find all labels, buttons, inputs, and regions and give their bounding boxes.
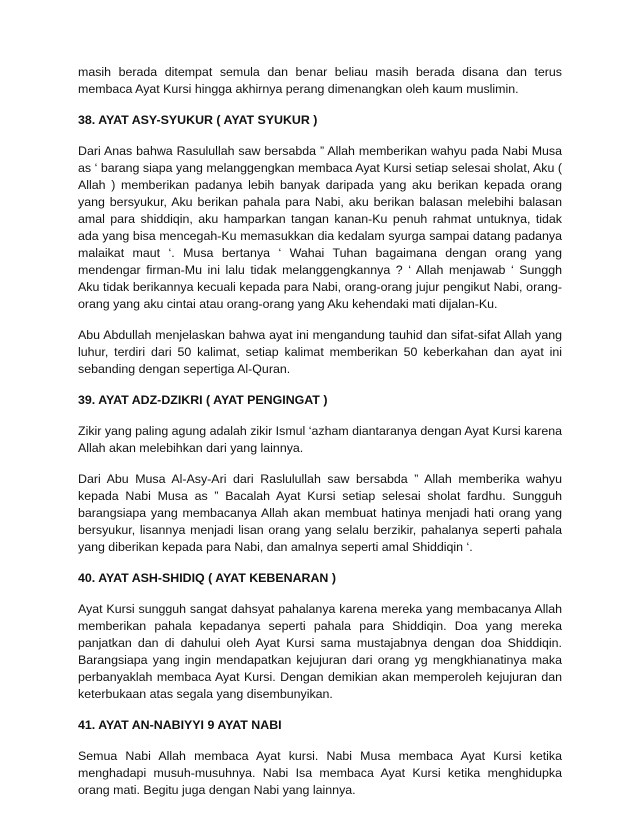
section-heading-39: 39. AYAT ADZ-DZIKRI ( AYAT PENGINGAT )	[78, 393, 328, 407]
paragraph-intro: masih berada ditempat semula dan benar beliau masih berada disana dan terus membaca Ayat Kursi hingga akhirnya perang dimenangkan oleh kaum muslimin.	[78, 65, 562, 96]
paragraph-39-hadith: Dari Abu Musa Al-Asy-Ari dari Raslulullah saw bersabda ” Allah memberika wahyu kepada Nabi Musa as ” Bacalah Ayat Kursi setiap selesai sholat fardhu. Sungguh barangsiapa yang membacanya Allah akan membuat hatinya menjadi hati orang yang bersyukur, lisannya menjadi lisan orang yang selalu berzikir, pahalanya seperti pahala yang diberikan kepada para Nabi, dan amalnya seperti amal Shiddiqin ‘.	[78, 472, 562, 554]
paragraph-40: Ayat Kursi sungguh sangat dahsyat pahalanya karena mereka yang membacanya Allah memberikan pahala kepadanya seperti pahala para Shiddiqin. Doa yang mereka panjatkan dan di dahului oleh Ayat Kursi sama mustajabnya dengan doa Shiddiqin. Barangsiapa yang ingin mendapatkan kejujuran dari orang yg mengkhianatinya maka perbanyaklah membaca Ayat Kursi. Dengan demikian akan memperoleh kejujuran dan keterbukaan atas segala yang disembunyikan.	[78, 602, 562, 701]
paragraph-41: Semua Nabi Allah membaca Ayat kursi. Nabi Musa membaca Ayat Kursi ketika menghadapi musuh-musuhnya. Nabi Isa membaca Ayat Kursi ketika menghidupka orang mati. Begitu juga dengan Nabi yang lainnya.	[78, 749, 562, 797]
document-page	[78, 64, 562, 813]
section-heading-38: 38. AYAT ASY-SYUKUR ( AYAT SYUKUR )	[78, 113, 318, 127]
paragraph-39-intro: Zikir yang paling agung adalah zikir Ismul ‘azham diantaranya dengan Ayat Kursi karena Allah akan melebihkan dari yang lainnya.	[78, 424, 562, 455]
section-heading-41: 41. AYAT AN-NABIYYI 9 AYAT NABI	[78, 718, 282, 732]
section-heading-40: 40. AYAT ASH-SHIDIQ ( AYAT KEBENARAN )	[78, 571, 336, 585]
paragraph-38-hadith: Dari Anas bahwa Rasulullah saw bersabda ” Allah memberikan wahyu pada Nabi Musa as ‘ barang siapa yang melanggengkan membaca Ayat Kursi setiap selesai sholat, Aku ( Allah ) memberikan padanya lebih banyak daripada yang aku berikan kepada orang yang bersyukur, Aku berikan pahala para Nabi, aku berikan balasan melebihi balasan amal para shiddiqin, aku hamparkan tangan kanan-Ku penuh rahmat untuknya, tidak ada yang bisa mencegah-Ku memasukkan dia kedalam syurga sampai datang padanya malaikat maut ‘. Musa bertanya ‘ Wahai Tuhan bagaimana dengan orang yang mendengar firman-Mu ini lalu tidak melanggengkannya ? ‘ Allah menjawab ‘ Sunggh Aku tidak berikannya kecuali kepada para Nabi, orang-orang jujur pengikut Nabi, orang-orang yang aku cintai atau orang-orang yang Aku kehendaki mati dijalan-Ku.	[78, 144, 562, 311]
paragraph-38-explanation: Abu Abdullah menjelaskan bahwa ayat ini mengandung tauhid dan sifat-sifat Allah yang luhur, terdiri dari 50 kalimat, setiap kalimat memberikan 50 keberkahan dan ayat ini sebanding dengan sepertiga Al-Quran.	[78, 328, 562, 376]
